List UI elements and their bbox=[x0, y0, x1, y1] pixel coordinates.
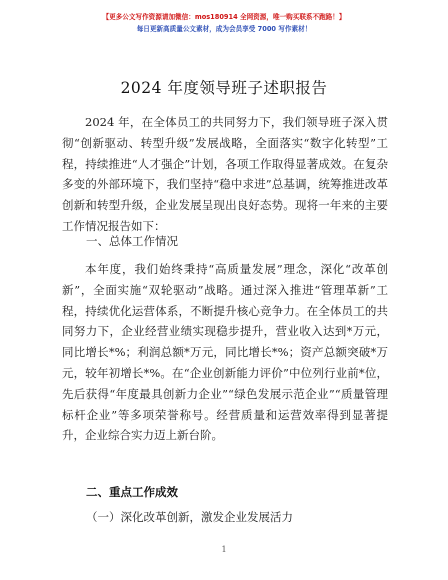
promo-banner-line-1: 【更多公文写作资源请加微信：mos180914 全网资源，唯一购买联系不跑路！】 bbox=[102, 13, 346, 21]
document-title: 2024 年度领导班子述职报告 bbox=[120, 79, 328, 97]
promo-banner-line-2: 每日更新高质量公文素材，成为会员享受 7000 写作素材！ bbox=[136, 25, 312, 33]
section-1-heading: 一、总体工作情况 bbox=[86, 234, 178, 248]
intro-paragraph: 2024 年，在全体员工的共同努力下，我们领导班子深入贯彻“创新驱动、转型升级”发展战略，全面落实“数字化转型”工程，持续推进“人才强企”计划，各项工作取得显著成效。在复杂多变的外部环境下，我们坚持“稳中求进”总基调，统筹推进改革创新和转型升级，企业发展呈现出良好态势。现将一年来的主要工作情况报告如下： bbox=[62, 115, 388, 233]
section-1-paragraph: 本年度，我们始终秉持“高质量发展”理念，深化“改革创新”，全面实施“双轮驱动”战略。通过深入推进“管理革新”工程，持续优化运营体系，不断提升核心竞争力。在全体员工的共同努力下，企业经营业绩实现稳步提升，营业收入达到*万元，同比增长*%；利润总额*万元，同比增长*%；资产总额突破*万元，较年初增长*%。在“企业创新能力评价”中位列行业前*位，先后获得“年度最具创新力企业”“绿色发展示范企业”“质量管理标杆企业”等多项荣誉称号。经营质量和运营效率得到显著提升，企业综合实力迈上新台阶。 bbox=[62, 262, 388, 443]
subsection-1-heading: （一）深化改革创新，激发企业发展活力 bbox=[86, 510, 293, 524]
page-number: 1 bbox=[221, 545, 227, 554]
section-2-heading: 二、重点工作成效 bbox=[86, 485, 178, 499]
